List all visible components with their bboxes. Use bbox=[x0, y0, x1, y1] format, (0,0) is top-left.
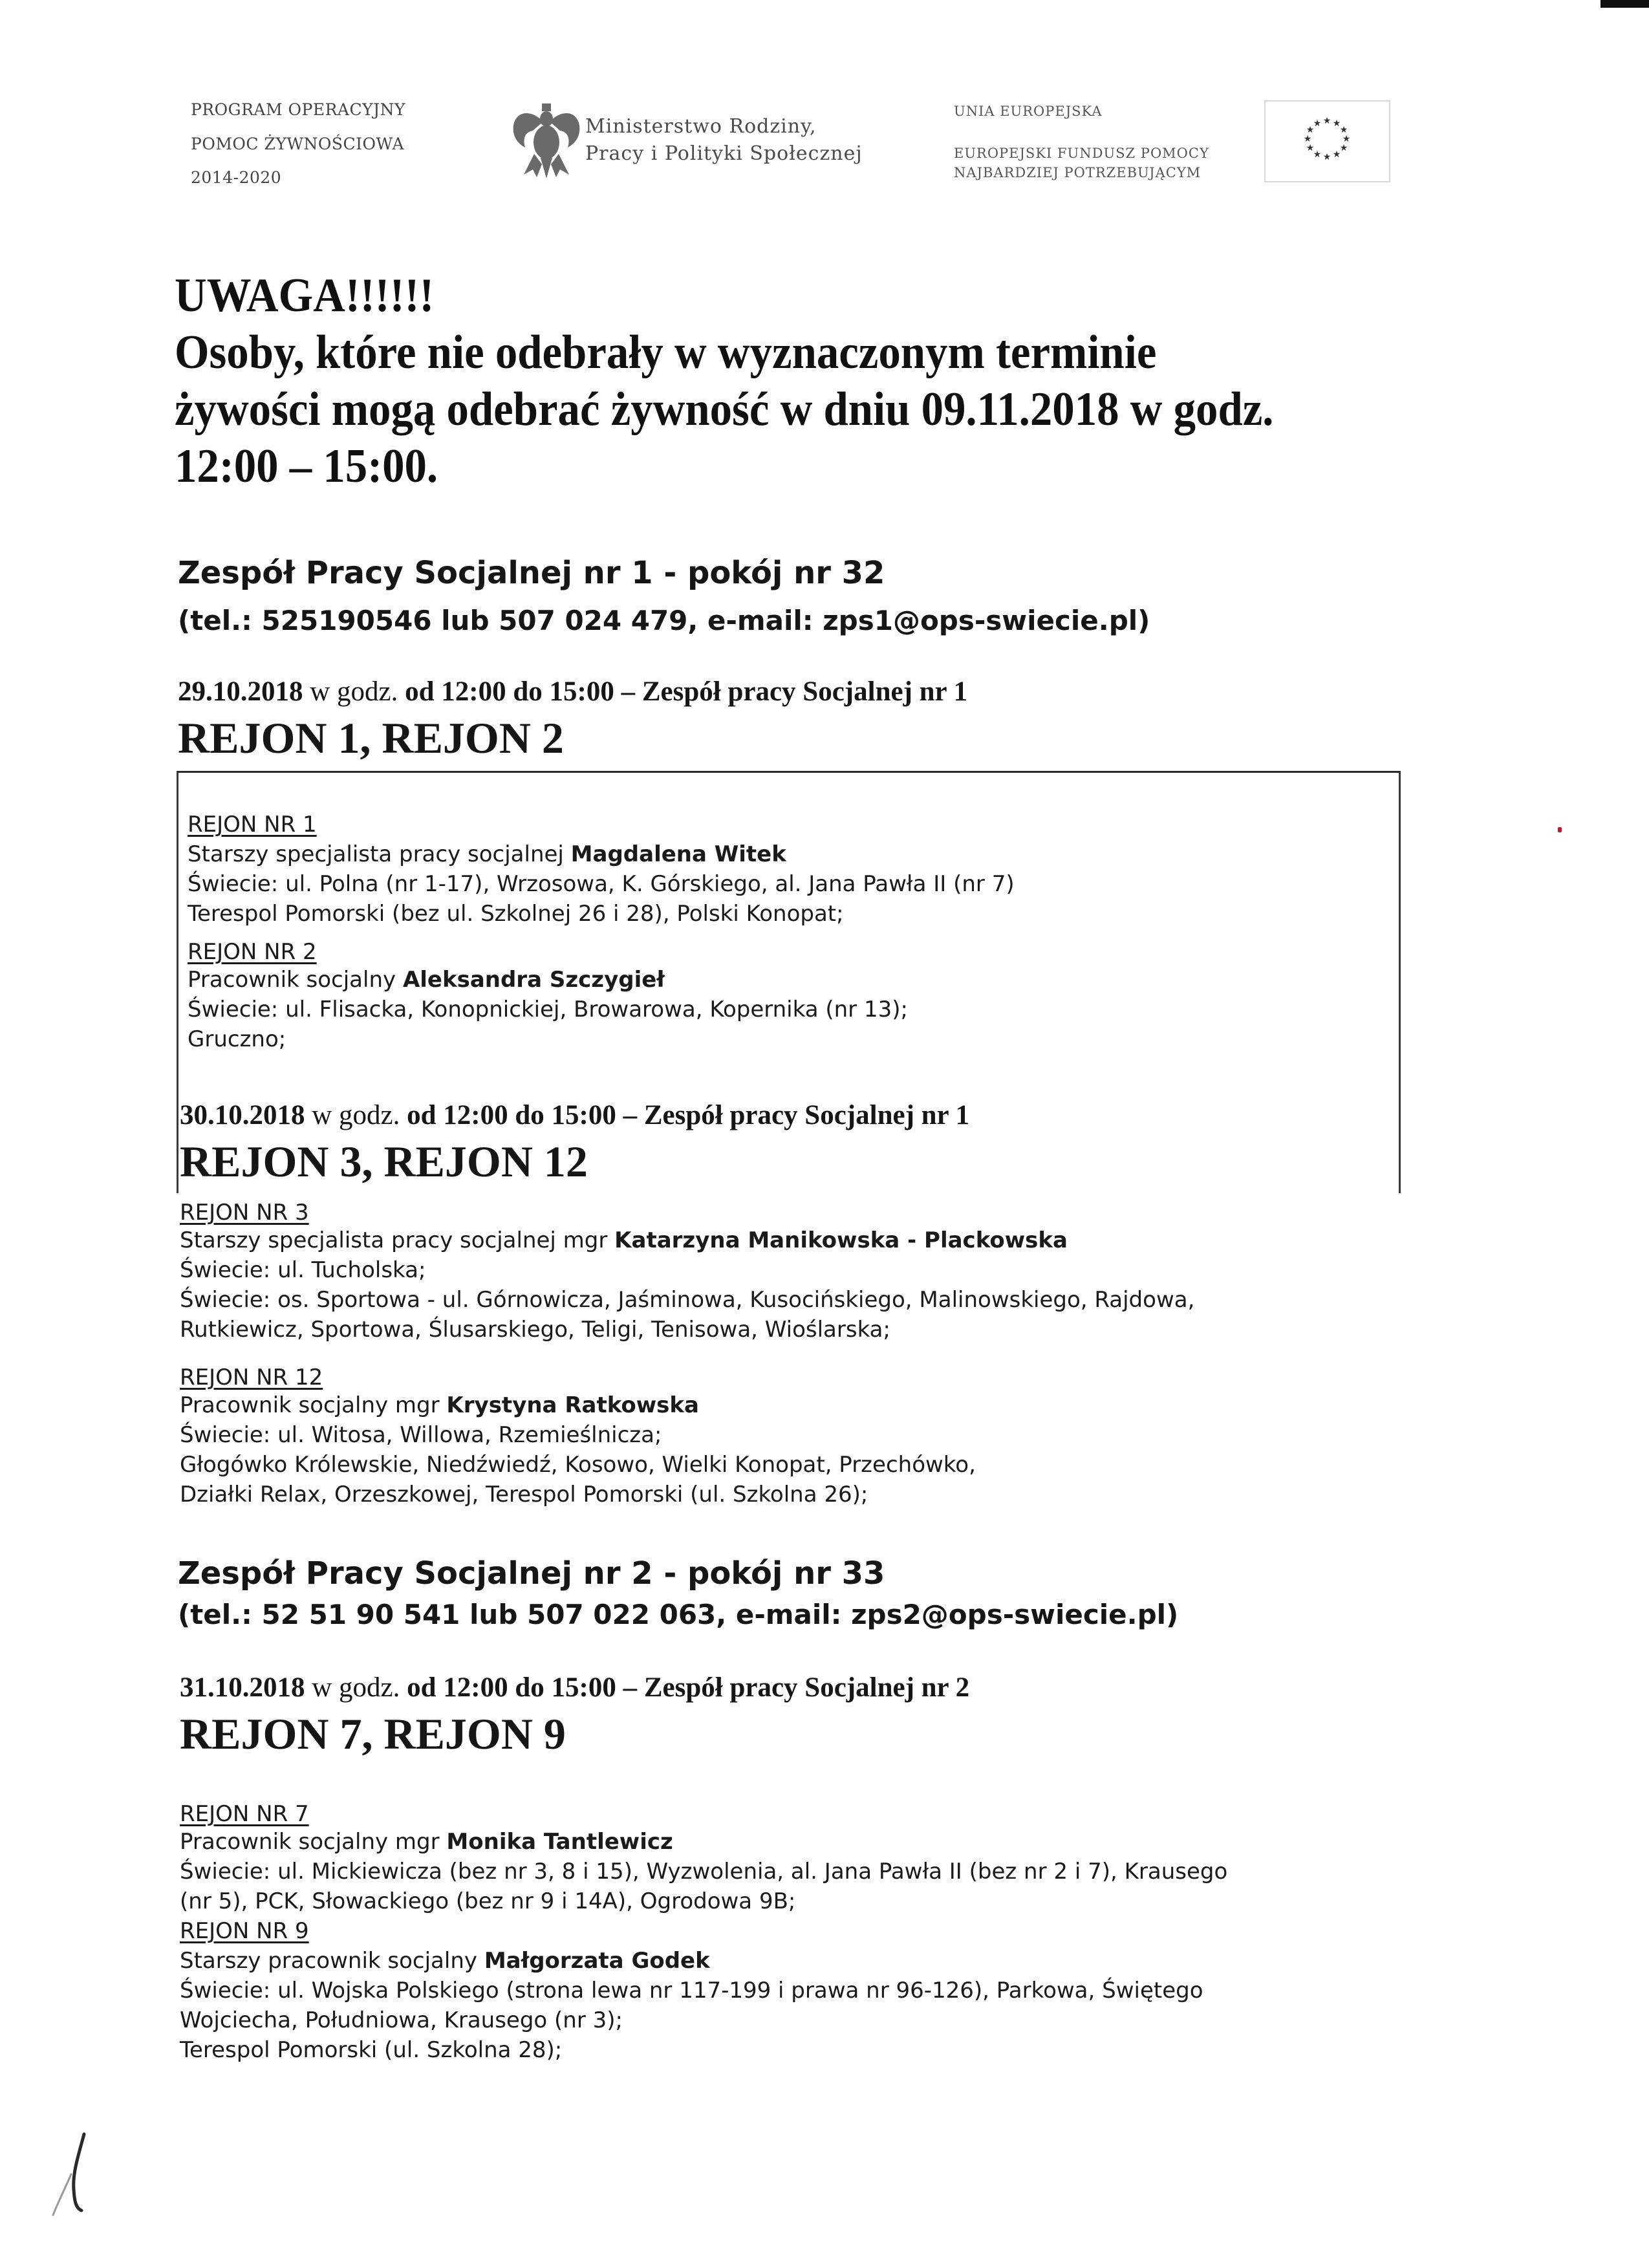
region-3-label: REJON NR 3 bbox=[180, 1200, 309, 1226]
team-2-contact: (tel.: 52 51 90 541 lub 507 022 063, e-mail: zps2@ops-swiecie.pl) bbox=[178, 1599, 1179, 1630]
region-2-role: Pracownik socjalny bbox=[188, 967, 403, 993]
svg-text:★: ★ bbox=[1342, 134, 1351, 144]
svg-text:★: ★ bbox=[1332, 118, 1341, 129]
notice-line-3: 12:00 – 15:00. bbox=[175, 440, 438, 493]
program-line-1: PROGRAM OPERACYJNY bbox=[191, 100, 406, 119]
schedule-2-date: 30.10.2018 bbox=[180, 1100, 305, 1130]
region-1-line-1: Świecie: ul. Polna (nr 1-17), Wrzosowa, K. Górskiego, al. Jana Pawła II (nr 7) bbox=[188, 871, 1015, 897]
region-3-line-1: Świecie: ul. Tucholska; bbox=[180, 1257, 426, 1283]
region-3-name: Katarzyna Manikowska - Plackowska bbox=[614, 1227, 1068, 1253]
region-3-role: Starszy specjalista pracy socjalnej mgr bbox=[180, 1227, 615, 1253]
region-2-name: Aleksandra Szczygieł bbox=[402, 967, 665, 993]
region-9-role: Starszy pracownik socjalny bbox=[180, 1948, 484, 1974]
region-2-line-1: Świecie: ul. Flisacka, Konopnickiej, Browarowa, Kopernika (nr 13); bbox=[188, 997, 908, 1022]
svg-text:★: ★ bbox=[1339, 143, 1348, 153]
red-speck bbox=[1558, 827, 1562, 832]
region-9-name: Małgorzata Godek bbox=[484, 1948, 710, 1974]
schedule-1-line bbox=[178, 676, 967, 707]
eu-fund-line-2: NAJBARDZIEJ POTRZEBUJĄCYM bbox=[954, 165, 1202, 180]
svg-text:★: ★ bbox=[1322, 152, 1331, 162]
svg-text:★: ★ bbox=[1303, 134, 1312, 144]
region-7-name: Monika Tantlewicz bbox=[446, 1829, 673, 1855]
region-12-worker bbox=[180, 1392, 699, 1418]
notice-line-2: żywości mogą odebrać żywność w dniu 09.11.2018 w godz. bbox=[175, 383, 1274, 436]
notice-title: UWAGA!!!!!! bbox=[175, 269, 435, 322]
scan-edge-mark bbox=[1600, 0, 1649, 8]
ministry-line-2: Pracy i Polityki Społecznej bbox=[585, 142, 863, 165]
eu-fund-line-1: EUROPEJSKI FUNDUSZ POMOCY bbox=[954, 146, 1209, 161]
schedule-3-middle: w godz. bbox=[305, 1672, 407, 1703]
region-1-label: REJON NR 1 bbox=[188, 812, 317, 837]
region-1-role: Starszy specjalista pracy socjalnej bbox=[188, 841, 571, 867]
svg-text:★: ★ bbox=[1306, 125, 1315, 135]
eu-title: UNIA EUROPEJSKA bbox=[954, 103, 1103, 119]
region-2-label: REJON NR 2 bbox=[188, 939, 317, 965]
team-2-title: Zespół Pracy Socjalnej nr 2 - pokój nr 33 bbox=[178, 1555, 885, 1592]
region-9-line-2: Wojciecha, Południowa, Krausego (nr 3); bbox=[180, 2007, 623, 2033]
region-12-line-2: Głogówko Królewskie, Niedźwiedź, Kosowo, Wielki Konopat, Przechówko, bbox=[180, 1452, 976, 1478]
region-7-role: Pracownik socjalny mgr bbox=[180, 1829, 447, 1855]
svg-text:★: ★ bbox=[1339, 125, 1348, 135]
ministry-line-1: Ministerstwo Rodziny, bbox=[585, 115, 817, 138]
region-12-label: REJON NR 12 bbox=[180, 1365, 323, 1390]
schedule-2-rejony: REJON 3, REJON 12 bbox=[180, 1137, 588, 1186]
schedule-3-rest: od 12:00 do 15:00 – Zespół pracy Socjalnej nr 2 bbox=[407, 1672, 970, 1703]
region-9-line-3: Terespol Pomorski (ul. Szkolna 28); bbox=[180, 2037, 563, 2063]
region-7-line-2: (nr 5), PCK, Słowackiego (bez nr 9 i 14A), Ogrodowa 9B; bbox=[180, 1888, 796, 1914]
region-1-name: Magdalena Witek bbox=[570, 841, 786, 867]
region-7-label: REJON NR 7 bbox=[180, 1801, 309, 1827]
region-12-line-3: Działki Relax, Orzeszkowej, Terespol Pomorski (ul. Szkolna 26); bbox=[180, 1482, 868, 1507]
program-line-2: POMOC ŻYWNOŚCIOWA bbox=[191, 135, 405, 153]
region-2-line-2: Gruczno; bbox=[188, 1026, 286, 1052]
polish-eagle-emblem-icon bbox=[511, 102, 582, 180]
region-12-role: Pracownik socjalny mgr bbox=[180, 1392, 447, 1418]
notice-line-1: Osoby, które nie odebrały w wyznaczonym terminie bbox=[175, 326, 1157, 379]
team-1-contact: (tel.: 525190546 lub 507 024 479, e-mail: zps1@ops-swiecie.pl) bbox=[178, 605, 1150, 636]
region-2-worker bbox=[188, 967, 665, 993]
svg-text:★: ★ bbox=[1313, 118, 1322, 129]
region-9-worker bbox=[180, 1948, 710, 1974]
region-1-line-2: Terespol Pomorski (bez ul. Szkolnej 26 i 28), Polski Konopat; bbox=[188, 901, 844, 927]
region-3-line-3: Rutkiewicz, Sportowa, Ślusarskiego, Teligi, Tenisowa, Wioślarska; bbox=[180, 1317, 890, 1343]
region-12-name: Krystyna Ratkowska bbox=[446, 1392, 699, 1418]
schedule-2-middle: w godz. bbox=[305, 1100, 407, 1130]
schedule-2-line bbox=[180, 1099, 969, 1131]
region-3-line-2: Świecie: os. Sportowa - ul. Górnowicza, Jaśminowa, Kusocińskiego, Malinowskiego, Rajdowa, bbox=[180, 1287, 1195, 1313]
region-7-line-1: Świecie: ul. Mickiewicza (bez nr 3, 8 i 15), Wyzwolenia, al. Jana Pawła II (bez nr 2 i 7), Krausego bbox=[180, 1859, 1228, 1885]
schedule-1-middle: w godz. bbox=[303, 676, 405, 707]
svg-text:★: ★ bbox=[1313, 149, 1322, 160]
region-1-worker bbox=[188, 841, 786, 867]
svg-text:★: ★ bbox=[1332, 149, 1341, 160]
svg-text:★: ★ bbox=[1306, 143, 1315, 153]
region-7-worker bbox=[180, 1829, 673, 1855]
schedule-3-rejony: REJON 7, REJON 9 bbox=[180, 1709, 566, 1758]
svg-text:★: ★ bbox=[1322, 116, 1331, 126]
handwritten-signature-mark bbox=[39, 2128, 103, 2225]
team-1-title: Zespół Pracy Socjalnej nr 1 - pokój nr 32 bbox=[178, 555, 885, 591]
region-12-line-1: Świecie: ul. Witosa, Willowa, Rzemieślnicza; bbox=[180, 1422, 662, 1448]
schedule-1-date: 29.10.2018 bbox=[178, 676, 303, 707]
region-3-worker bbox=[180, 1227, 1068, 1253]
region-9-label: REJON NR 9 bbox=[180, 1918, 309, 1944]
schedule-1-rejony: REJON 1, REJON 2 bbox=[178, 713, 564, 762]
schedule-3-line bbox=[180, 1672, 969, 1703]
schedule-2-rest: od 12:00 do 15:00 – Zespół pracy Socjalnej nr 1 bbox=[407, 1100, 970, 1130]
region-9-line-1: Świecie: ul. Wojska Polskiego (strona lewa nr 117-199 i prawa nr 96-126), Parkowa, Świętego bbox=[180, 1978, 1203, 2003]
schedule-3-date: 31.10.2018 bbox=[180, 1672, 305, 1703]
schedule-1-rest: od 12:00 do 15:00 – Zespół pracy Socjalnej nr 1 bbox=[405, 676, 968, 707]
program-line-3: 2014-2020 bbox=[191, 168, 282, 187]
eu-flag-icon bbox=[1264, 100, 1390, 182]
eu-stars-icon bbox=[1266, 102, 1389, 181]
